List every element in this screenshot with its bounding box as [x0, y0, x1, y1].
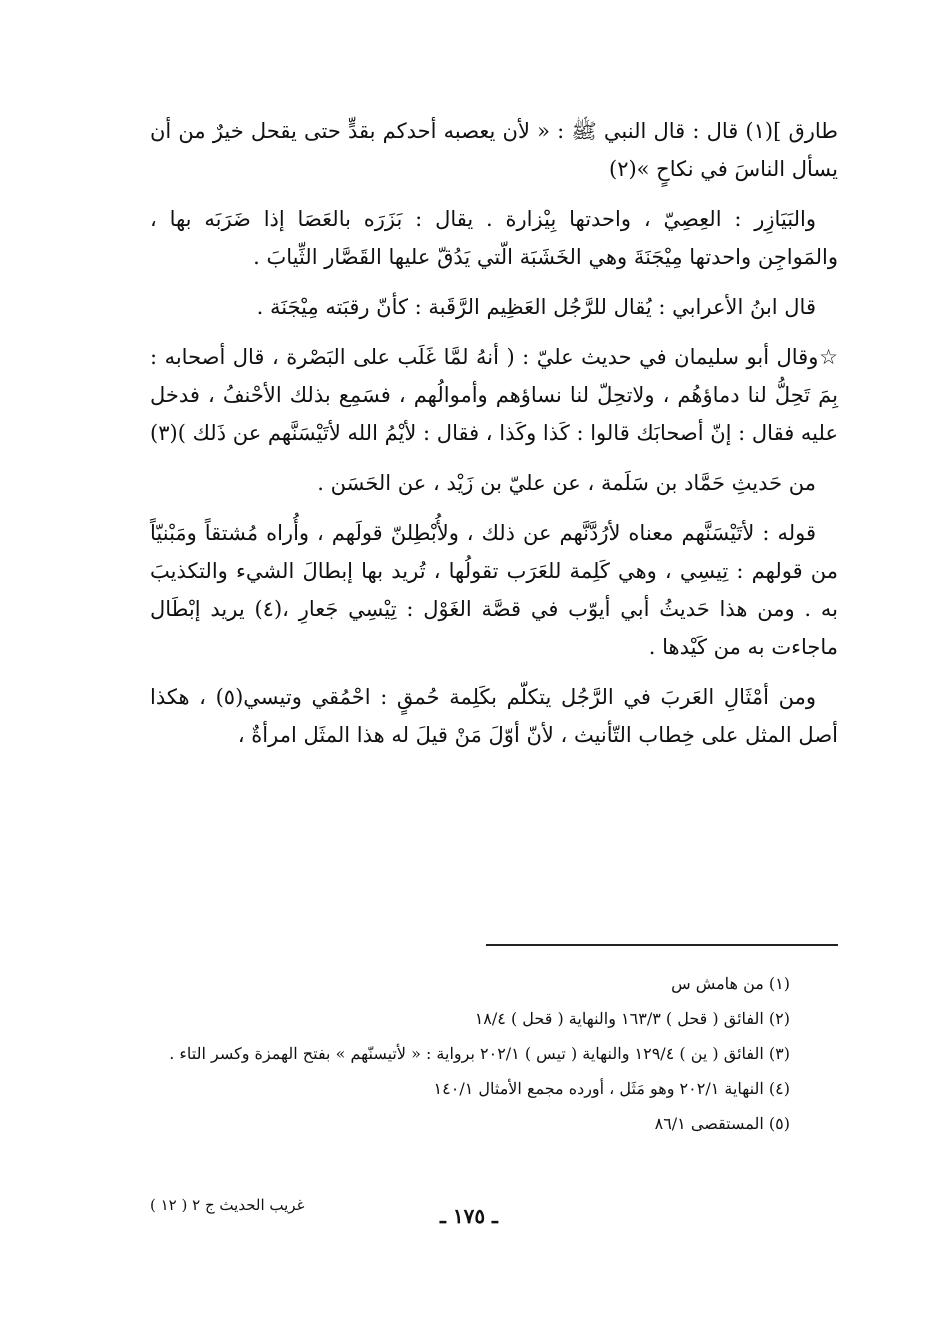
paragraph-2: والبَيَازِر : العِصِيّ ، واحدتها بِيْزارة . يقال : بَزَرَه بالعَصَا إذا ضَرَبَه بها ، والمَواجِن واحدتها مِيْجَنَةَ وهي الخَشَبَة الّتي يَدُقّ عليها القَصَّار الثِّيابَ .: [150, 207, 838, 269]
paragraph-4: ☆وقال أبو سليمان في حديث عليّ : ( أنهُ لمَّا غَلَب على البَصْرة ، قال أصحابه : بِمَ تَحِلُّ لنا دماؤهُم ، ولاتحِلّ لنا نساؤهم وأموالُهم ، فسَمِع بذلك الأحْنفُ ، فدخل عليه فقال : إنّ أصحابَك قالوا : كَذا وكَذا ، فقال : لأيْمُ الله لأتَيْسَنَّهم عن ذَلك )(٣): [150, 345, 838, 445]
paragraph-1: طارق ](١) قال : قال النبي ﷺ : « لأن يعصبه أحدكم بقدٍّ حتى يقحل خيرٌ من أن يسأل الناسَ في نكاحٍ »(٢): [150, 119, 839, 181]
footnote-1: (١) من هامش س: [671, 974, 790, 993]
footnote-5: (٥) المستقصى ٨٦/١: [654, 1114, 790, 1133]
footnotes: [150, 968, 838, 1143]
page-number: ـ ١٧٥ ـ: [440, 1204, 498, 1228]
paragraph-3: قال ابنُ الأعرابي : يُقال للرَّجُل العَظِيم الرَّقَبة : كأنّ رقبَته مِيْجَنَة .: [256, 295, 816, 319]
footnote-divider: [486, 944, 838, 946]
footnote-2: (٢) الفائق ( قحل ) ١٦٣/٣ والنهاية ( قحل ) ١٨/٤: [474, 1009, 790, 1028]
main-text: [150, 112, 838, 766]
footnote-4: (٤) النهاية ٢٠٢/١ وهو مَثَل ، أورده مجمع الأمثال ١٤٠/١: [433, 1079, 790, 1098]
paragraph-6: قوله : لأتَيْسَنَّهم معناه لأرُدَّنَّهم عن ذلك ، ولأُبْطِلنّ قولَهم ، وأُراه مُشتقاً ومَبْنيّاً من قولهم : تِيسِي ، وهي كَلِمة للعَرَب تقولُها ، تُريد بها إبطالَ الشيء والتكذيبَ به . ومن هذا حَديثُ أبي أيوّب في قصَّة الغَوْل : تِيْسِي جَعارِ ،(٤) يريد إبْطَال ماجاءت به من كَيْدها .: [150, 521, 839, 659]
paragraph-5: من حَديثِ حَمَّاد بن سَلَمة ، عن عليّ بن زَيْد ، عن الحَسَن .: [317, 471, 816, 495]
footnote-3: (٣) الفائق ( ين ) ١٢٩/٤ والنهاية ( تيس ) ٢٠٢/١ برواية : « لأتيسنّهم » بفتح الهمزة وكسر التاء .: [169, 1044, 790, 1063]
paragraph-7: ومن أمْثَالِ العَربَ في الرَّجُل يتكلّم بكَلِمة حُمقٍ : احْمُقي وتيسي(٥) ، هكذا أصل المثل على خِطاب التّأنيث ، لأنّ أوّلَ مَنْ قيلَ له هذا المثَل امرأةٌ ،: [150, 685, 838, 747]
book-signature: غريب الحديث ج ٢ ( ١٢ ): [150, 1196, 305, 1214]
